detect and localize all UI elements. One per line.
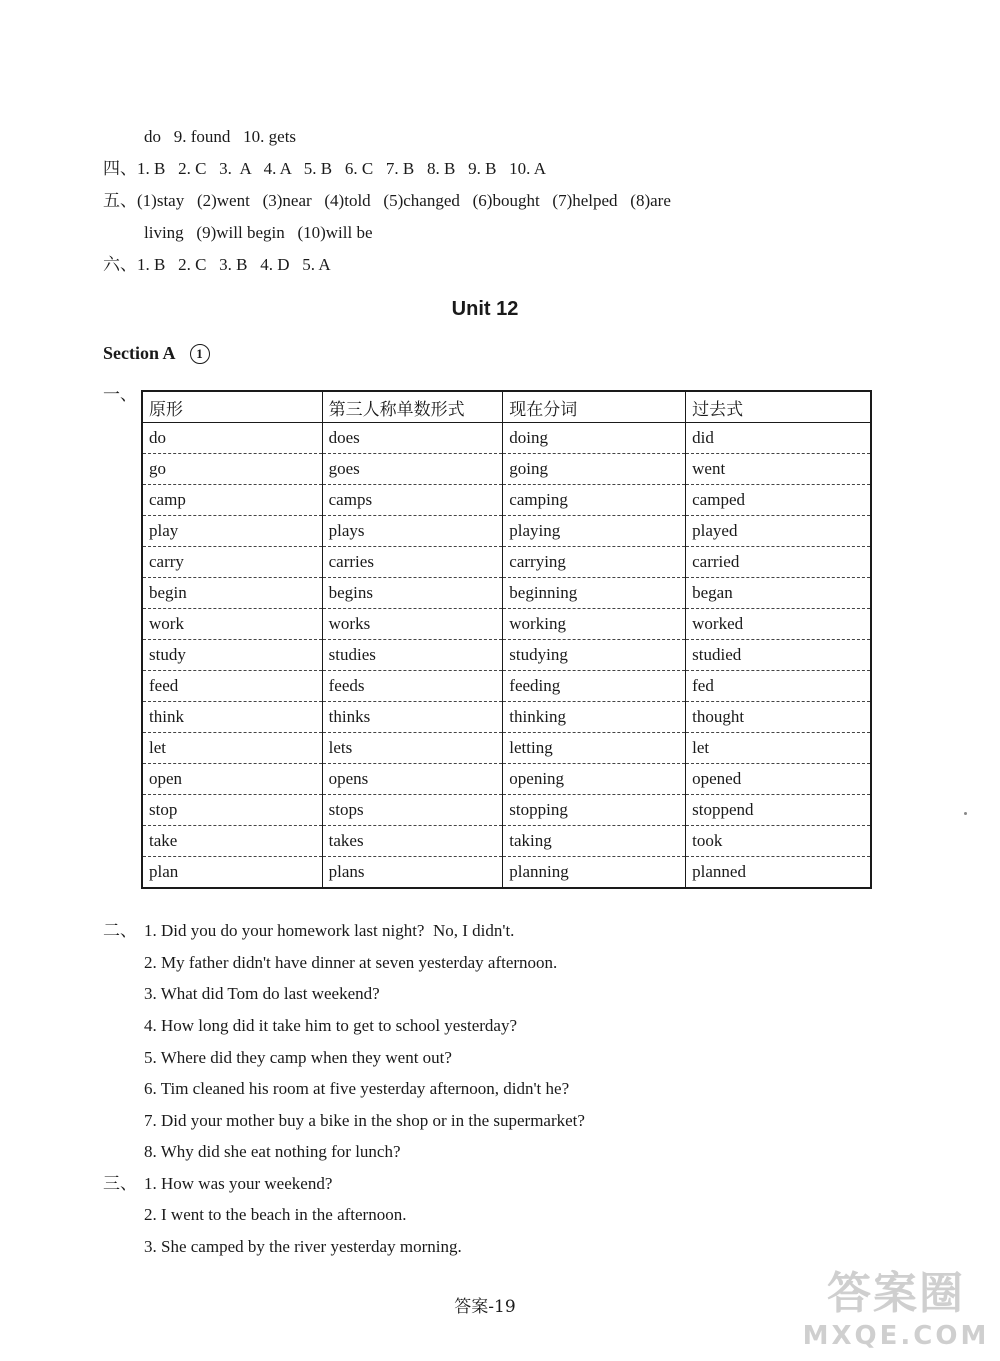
table-cell: goes <box>322 454 503 485</box>
table-cell: camped <box>686 485 871 516</box>
list-item: 3. What did Tom do last weekend? <box>144 984 380 1003</box>
answer-line: 五、(1)stay (2)went (3)near (4)told (5)changed (6)bought (7)helped (8)are <box>103 191 671 210</box>
table-cell: played <box>686 516 871 547</box>
table-cell: work <box>142 609 322 640</box>
table-row <box>142 423 871 454</box>
answer-line: 六、1. B 2. C 3. B 4. D 5. A <box>103 255 331 274</box>
table-header-cell: 第三人称单数形式 <box>322 391 503 423</box>
table-cell: opening <box>503 764 686 795</box>
part2-label: 二、 <box>103 921 137 940</box>
table-cell: stops <box>322 795 503 826</box>
table-cell: opened <box>686 764 871 795</box>
table-cell: carries <box>322 547 503 578</box>
table-cell: carried <box>686 547 871 578</box>
table-cell: studies <box>322 640 503 671</box>
table-row <box>142 764 871 795</box>
table-header-cell: 原形 <box>142 391 322 423</box>
part1-label: 一、 <box>103 385 137 404</box>
table-cell: play <box>142 516 322 547</box>
list-item: 1. How was your weekend? <box>144 1174 333 1193</box>
list-item: 2. I went to the beach in the afternoon. <box>144 1205 407 1224</box>
table-row <box>142 485 871 516</box>
table-cell: take <box>142 826 322 857</box>
verb-forms-table <box>141 390 872 889</box>
list-item: 5. Where did they camp when they went out? <box>144 1048 452 1067</box>
list-item: 8. Why did she eat nothing for lunch? <box>144 1142 401 1161</box>
section-label: Section A <box>103 343 176 363</box>
table-cell: study <box>142 640 322 671</box>
table-cell: plays <box>322 516 503 547</box>
table-cell: feeding <box>503 671 686 702</box>
table-cell: does <box>322 423 503 454</box>
watermark-logo <box>796 1268 996 1360</box>
table-cell: think <box>142 702 322 733</box>
table-row <box>142 733 871 764</box>
watermark-text: 答案圈 <box>827 1268 965 1319</box>
list-item: 7. Did your mother buy a bike in the shop or in the supermarket? <box>144 1111 585 1130</box>
table-cell: camp <box>142 485 322 516</box>
table-row <box>142 578 871 609</box>
table-cell: plan <box>142 857 322 889</box>
table-row <box>142 454 871 485</box>
table-cell: studying <box>503 640 686 671</box>
table-cell: thought <box>686 702 871 733</box>
part3-label: 三、 <box>103 1174 137 1193</box>
table-cell: let <box>142 733 322 764</box>
table-cell: begin <box>142 578 322 609</box>
table-cell: go <box>142 454 322 485</box>
section-number-badge: 1 <box>190 344 210 364</box>
scan-speck <box>964 812 967 815</box>
table-cell: do <box>142 423 322 454</box>
table-row <box>142 516 871 547</box>
table-cell: works <box>322 609 503 640</box>
section-heading <box>103 343 210 364</box>
table-cell: worked <box>686 609 871 640</box>
table-cell: beginning <box>503 578 686 609</box>
table-cell: camping <box>503 485 686 516</box>
table-cell: taking <box>503 826 686 857</box>
table-header-cell: 现在分词 <box>503 391 686 423</box>
table-cell: did <box>686 423 871 454</box>
list-item: 2. My father didn't have dinner at seven yesterday afternoon. <box>144 953 558 972</box>
list-item: 3. She camped by the river yesterday morning. <box>144 1237 462 1256</box>
table-row <box>142 609 871 640</box>
table-cell: feeds <box>322 671 503 702</box>
table-cell: began <box>686 578 871 609</box>
watermark-url: MXQE.COM <box>802 1321 990 1351</box>
table-cell: carrying <box>503 547 686 578</box>
table-cell: thinking <box>503 702 686 733</box>
table-cell: going <box>503 454 686 485</box>
table-cell: went <box>686 454 871 485</box>
table-cell: fed <box>686 671 871 702</box>
table-cell: carry <box>142 547 322 578</box>
table-row <box>142 857 871 889</box>
table-cell: letting <box>503 733 686 764</box>
table-row <box>142 640 871 671</box>
table-cell: thinks <box>322 702 503 733</box>
table-cell: doing <box>503 423 686 454</box>
table-cell: plans <box>322 857 503 889</box>
table-cell: stop <box>142 795 322 826</box>
table-row <box>142 671 871 702</box>
table-row <box>142 702 871 733</box>
page-number: 答案-19 <box>454 1297 516 1317</box>
table-cell: stopping <box>503 795 686 826</box>
table-cell: working <box>503 609 686 640</box>
table-cell: stoppend <box>686 795 871 826</box>
table-cell: planning <box>503 857 686 889</box>
table-cell: feed <box>142 671 322 702</box>
answer-line: 四、1. B 2. C 3. A 4. A 5. B 6. C 7. B 8. B 9. B 10. A <box>103 159 547 178</box>
table-cell: camps <box>322 485 503 516</box>
table-cell: took <box>686 826 871 857</box>
table-cell: open <box>142 764 322 795</box>
table-header-row <box>142 391 871 423</box>
answer-line: living (9)will begin (10)will be <box>144 223 373 242</box>
list-item: 1. Did you do your homework last night? No, I didn't. <box>144 921 515 940</box>
list-item: 4. How long did it take him to get to school yesterday? <box>144 1016 517 1035</box>
table-row <box>142 547 871 578</box>
table-header-cell: 过去式 <box>686 391 871 423</box>
unit-title: Unit 12 <box>451 298 519 320</box>
table-cell: opens <box>322 764 503 795</box>
table-cell: playing <box>503 516 686 547</box>
table-cell: lets <box>322 733 503 764</box>
table-cell: studied <box>686 640 871 671</box>
list-item: 6. Tim cleaned his room at five yesterday afternoon, didn't he? <box>144 1079 570 1098</box>
table-row <box>142 795 871 826</box>
answer-line: do 9. found 10. gets <box>144 127 297 146</box>
table-row <box>142 826 871 857</box>
table-cell: takes <box>322 826 503 857</box>
table-cell: planned <box>686 857 871 889</box>
table-cell: let <box>686 733 871 764</box>
table-cell: begins <box>322 578 503 609</box>
